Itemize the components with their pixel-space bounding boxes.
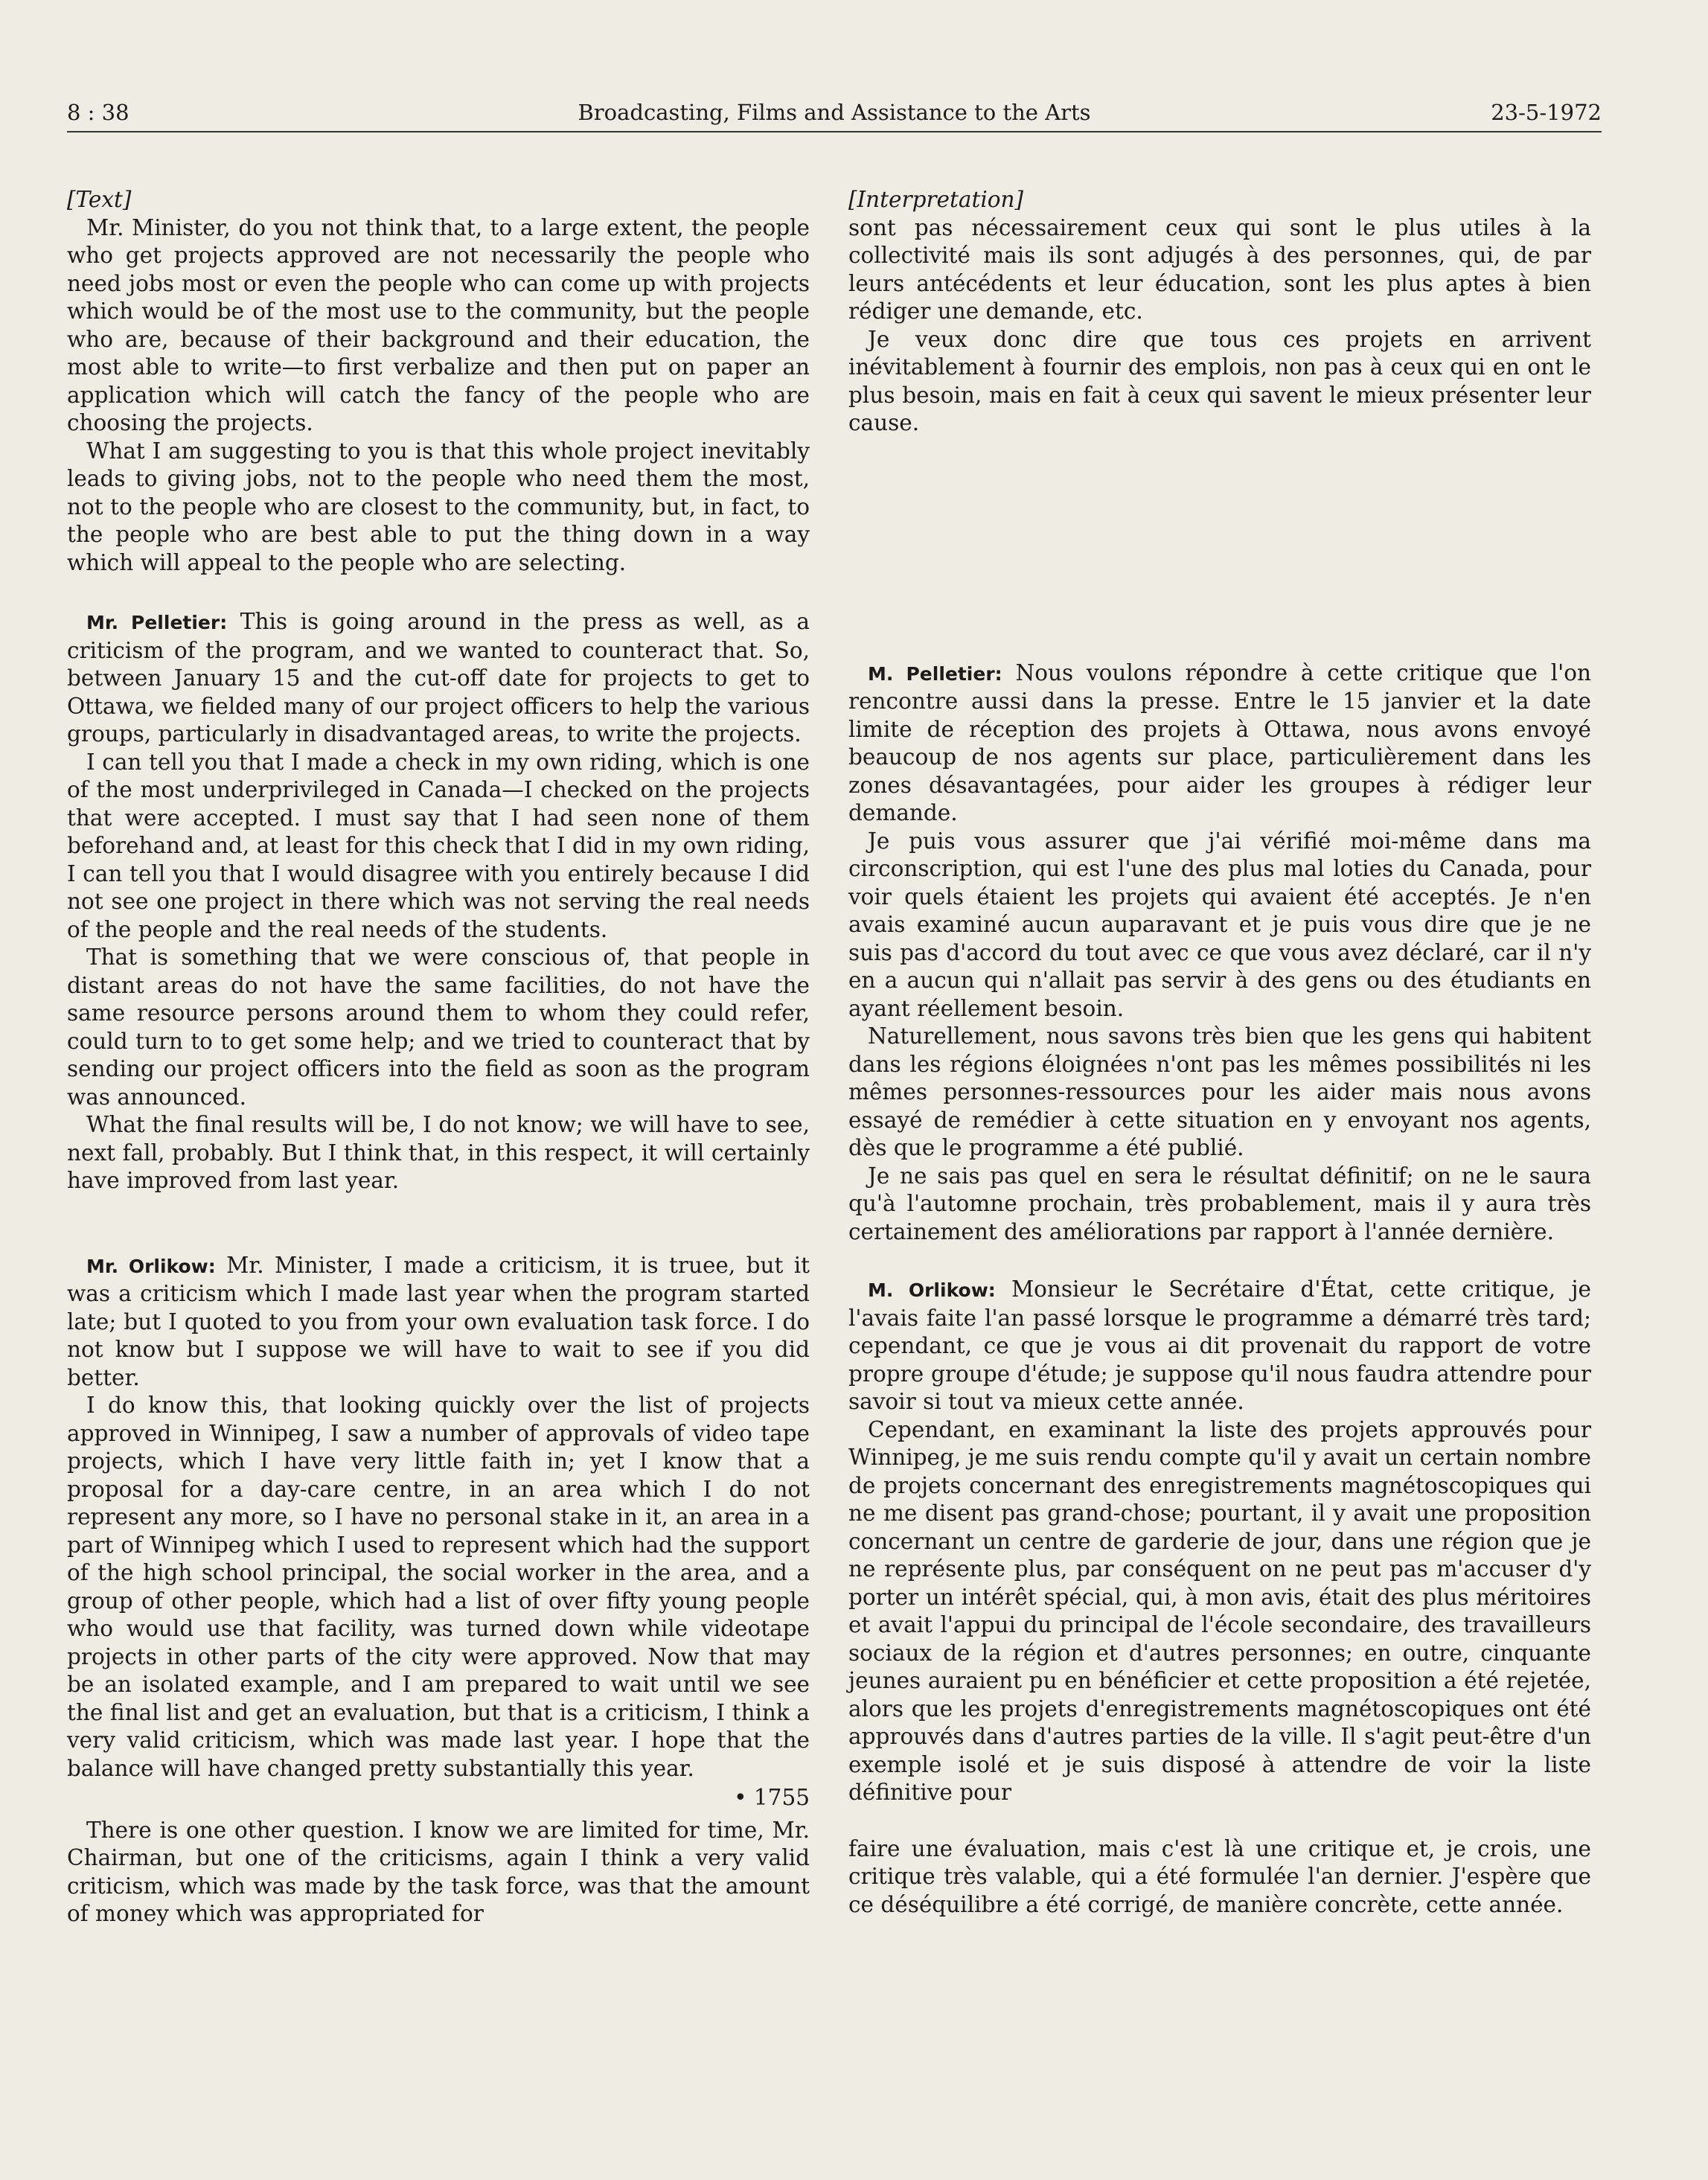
text-tag: [Text] (67, 187, 132, 212)
english-column (67, 186, 810, 1928)
paragraph: Mr. Minister, do you not think that, to a large extent, the people who get projects approved are not necessarily the people who need jobs most or even the people who can come up with projects which would be of the most use to the community, but the people who are, because of their background and their education, the most able to write—to first verbalize and then put on paper an application which will catch the fancy of the people who are choosing the projects. (67, 214, 810, 435)
speech-pelletier (848, 659, 1591, 828)
french-column (848, 186, 1591, 1919)
speaker-name: M. Pelletier: (868, 662, 1002, 685)
page-number: 8 : 38 (67, 100, 129, 125)
paragraph: Naturellement, nous savons très bien que les gens qui habitent dans les régions éloignées n'ont pas les mêmes possibilités ni les mêmes personnes-ressources pour les aider mais nous avons essayé de remédier à cette situation en y envoyant nos agents, dès que le programme a été publié. (848, 1023, 1591, 1160)
speech-text: Monsieur le Secrétaire d'État, cette critique, je l'avais faite l'an passé lorsque le programme a démarré très tard; cependant, ce que je vous ai dit provenait du rapport de votre propre groupe d'étude; je suppose qu'il nous faudra attendre pour savoir si tout va mieux cette année. (848, 1276, 1591, 1414)
running-title: Broadcasting, Films and Assistance to the Arts (578, 100, 1091, 125)
speech-orlikow (848, 1276, 1591, 1416)
paragraph: What I am suggesting to you is that this whole project inevitably leads to giving jobs, not to the people who need them the most, not to the people who are closest to the community, but, in fact, to the people who are best able to put the thing down in a way which will appeal to the people who are selecting. (67, 438, 810, 575)
paragraph: There is one other question. I know we are limited for time, Mr. Chairman, but one of the criticisms, again I think a very valid criticism, which was made by the task force, was that the amount of money which was appropriated for (67, 1817, 810, 1926)
page-header (67, 95, 1602, 132)
paragraph: I can tell you that I made a check in my own riding, which is one of the most underprivileged in Canada—I checked on the projects that were accepted. I must say that I had seen none of them beforehand and, at least for this check that I did in my own riding, I can tell you that I would disagree with you entirely because I did not see one project in there which was not serving the real needs of the people and the real needs of the students. (67, 749, 810, 942)
speaker-name: M. Orlikow: (868, 1279, 996, 1301)
paragraph: That is something that we were conscious of, that people in distant areas do not have the same facilities, do not have the same resource persons around them to whom they could refer, could turn to to get some help; and we tried to counteract that by sending our project officers into the field as soon as the program was announced. (67, 944, 810, 1110)
paragraph: faire une évaluation, mais c'est là une critique et, je crois, une critique très valable, qui a été formulée l'an dernier. J'espère que ce déséquilibre a été corrigé, de manière concrète, cette année. (848, 1835, 1591, 1917)
paragraph: Je ne sais pas quel en sera le résultat définitif; on ne le saura qu'à l'automne prochain, très probablement, mais il y aura très certainement des améliorations par rapport à l'année dernière. (848, 1163, 1591, 1244)
speech-text: Nous voulons répondre à cette critique que l'on rencontre aussi dans la presse. Entre le 15 janvier et la date limite de réception des projets à Ottawa, nous avons envoyé beaucoup de nos agents sur place, particulièrement dans les zones désavantagées, pour aider les groupes à rédiger leur demande. (848, 659, 1591, 825)
paragraph: Je veux donc dire que tous ces projets en arrivent inévitablement à fournir des emplois, non pas à ceux qui en ont le plus besoin, mais en fait à ceux qui savent le mieux présenter leur cause. (848, 326, 1591, 435)
speaker-name: Mr. Orlikow: (86, 1255, 216, 1277)
speech-pelletier (67, 608, 810, 749)
paragraph: sont pas nécessairement ceux qui sont le plus utiles à la collectivité mais ils sont adjugés à des personnes, qui, de par leurs antécédents et leur éducation, sont les plus aptes à bien rédiger une demande, etc. (848, 214, 1591, 324)
paragraph: Je puis vous assurer que j'ai vérifié moi-même dans ma circonscription, qui est l'une des plus mal loties du Canada, pour voir quels étaient les projets qui avaient été acceptés. Je n'en avais examiné aucun auparavant et je puis vous dire que je ne suis pas d'accord du tout avec ce que vous avez déclaré, car il n'y en a aucun qui n'allait pas servir à des gens ou des étudiants en ayant réellement besoin. (848, 828, 1591, 1021)
paragraph: Cependant, en examinant la liste des projets approuvés pour Winnipeg, je me suis rendu compte qu'il y avait un certain nombre de projets concernant des enregistrements magnétoscopiques qui ne me disent pas grand-chose; pourtant, il y avait une proposition concernant un centre de garderie de jour, dans une région que je ne représente plus, par conséquent on ne peut pas m'accuser d'y porter un intérêt spécial, qui, à mon avis, était des plus méritoires et avait l'appui du principal de l'école secondaire, des travailleurs sociaux de la région et d'autres personnes; en outre, cinquante jeunes auraient pu en bénéficier et cette proposition a été rejetée, alors que les projets d'enregistrements magnétoscopiques ont été approuvés dans d'autres parties de la ville. Il s'agit peut-être d'un exemple isolé et je suis disposé à attendre de voir la liste définitive pour (848, 1416, 1591, 1805)
timestamp: • 1755 (734, 1785, 810, 1810)
interpretation-tag: [Interpretation] (848, 187, 1024, 212)
speech-text: This is going around in the press as well, as a criticism of the program, and we wanted to counteract that. So, between January 15 and the cut-off date for projects to get to Ottawa, we fielded many of our project officers to help the various groups, particularly in disadvantaged areas, to write the projects. (67, 609, 810, 747)
speech-text: Mr. Minister, I made a criticism, it is truee, but it was a criticism which I made last year when the program started late; but I quoted to you from your own evaluation task force. I do not know but I suppose we will have to wait to see if you did better. (67, 1252, 810, 1390)
paragraph: What the final results will be, I do not know; we will have to see, next fall, probably. But I think that, in this respect, it will certainly have improved from last year. (67, 1112, 810, 1193)
paragraph: I do know this, that looking quickly over the list of projects approved in Winnipeg, I saw a number of approvals of video tape projects, which I have very little faith in; yet I know that a proposal for a day-care centre, in an area which I do not represent any more, so I have no personal stake in it, an area in a part of Winnipeg which I used to represent which had the support of the high school principal, the social worker in the area, and a group of other people, which had a list of over fifty young people who would use that facility, was turned down while videotape projects in other parts of the city were approved. Now that may be an isolated example, and I am prepared to wait until we see the final list and get an evaluation, but that is a criticism, I think a very valid criticism, which was made last year. I hope that the balance will have changed pretty substantially this year. (67, 1393, 810, 1781)
page-date: 23-5-1972 (1491, 100, 1602, 125)
speaker-name: Mr. Pelletier: (86, 612, 228, 633)
speech-orlikow (67, 1252, 810, 1393)
